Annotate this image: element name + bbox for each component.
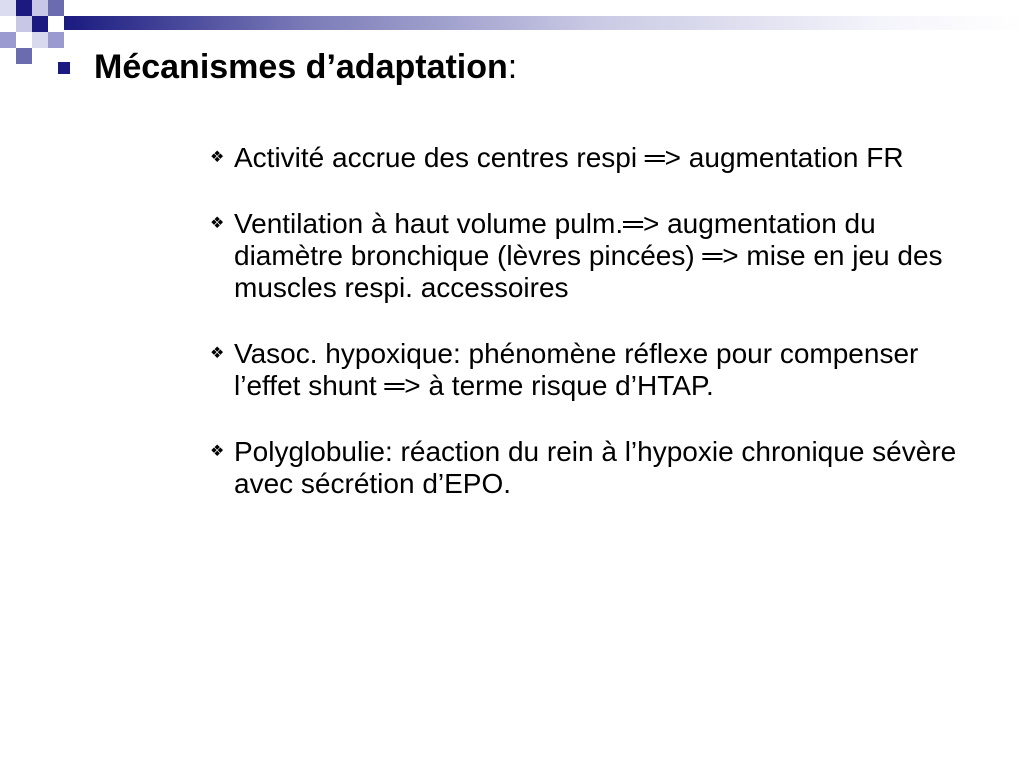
header-gradient-bar: [64, 16, 1024, 30]
four-diamond-bullet-icon: ❖: [210, 149, 225, 166]
four-diamond-bullet-icon: ❖: [210, 345, 225, 362]
decor-square: [48, 0, 64, 16]
four-diamond-bullet-icon: ❖: [210, 215, 225, 232]
list-item-text: Polyglobulie: réaction du rein à l’hypoxie chronique sévère avec sécrétion d’EPO.: [234, 436, 957, 499]
list-item: [210, 142, 970, 174]
decor-square: [16, 0, 32, 16]
list-item: [210, 208, 970, 304]
decor-square: [32, 16, 48, 32]
decor-square: [0, 32, 16, 48]
list-item-text: Vasoc. hypoxique: phénomène réflexe pour compenser l’effet shunt ═> à terme risque d’HTAP.: [234, 338, 919, 401]
square-bullet-icon: [58, 62, 70, 74]
decor-square: [16, 16, 32, 32]
list-item: [210, 338, 970, 402]
decor-square: [32, 0, 48, 16]
bullet-list: [210, 142, 970, 534]
slide-title-suffix: :: [507, 48, 518, 86]
decor-square: [32, 32, 48, 48]
slide-title-row: [58, 48, 517, 87]
slide-title: [94, 48, 517, 87]
list-item: [210, 436, 970, 500]
decor-square: [48, 32, 64, 48]
decor-square: [0, 0, 16, 16]
slide-title-bold: Mécanismes d’adaptation: [94, 48, 508, 86]
list-item-text: Activité accrue des centres respi ═> augmentation FR: [234, 142, 904, 173]
list-item-text: Ventilation à haut volume pulm.═> augmentation du diamètre bronchique (lèvres pincées) ═> mise en jeu des muscles respi. accessoires: [234, 208, 943, 303]
decor-square: [16, 48, 32, 64]
four-diamond-bullet-icon: ❖: [210, 443, 225, 460]
